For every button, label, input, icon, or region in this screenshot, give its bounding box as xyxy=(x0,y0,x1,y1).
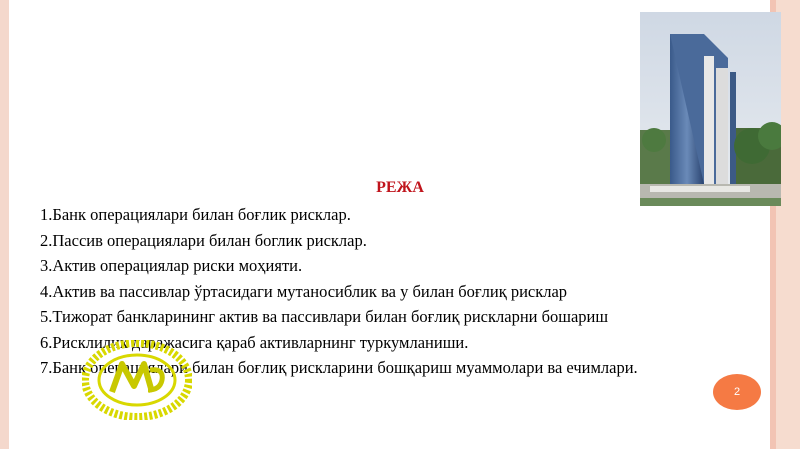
list-item: 3.Актив операциялар риски моҳияти. xyxy=(40,256,303,275)
list-item: 7.Банк операциялари билан боғлиқ рискларини бошқариш муаммолари ва ечимлари. xyxy=(40,358,638,377)
left-border-stripe xyxy=(0,0,9,449)
list-item: 2.Пассив операциялари билан боглик рисклар. xyxy=(40,230,367,250)
list-item: 6.Рисклилик даражасига қараб активларнинг туркумланиши. xyxy=(40,332,469,352)
list-item: 5.Тижорат банкларининг актив ва пассивлари билан боғлиқ рискларни бошариш xyxy=(40,307,609,326)
university-emblem-logo xyxy=(82,340,192,420)
list-item: 1.Банк операциялари билан боғлик рисклар. xyxy=(40,205,351,224)
page-number-badge: 2 xyxy=(713,374,761,410)
slide-title: РЕЖА xyxy=(376,179,424,196)
list-item: 4.Актив ва пассивлар ўртасидаги мутаносиблик ва у билан боғлиқ рисклар xyxy=(40,281,568,301)
bank-building-photo xyxy=(640,12,781,206)
